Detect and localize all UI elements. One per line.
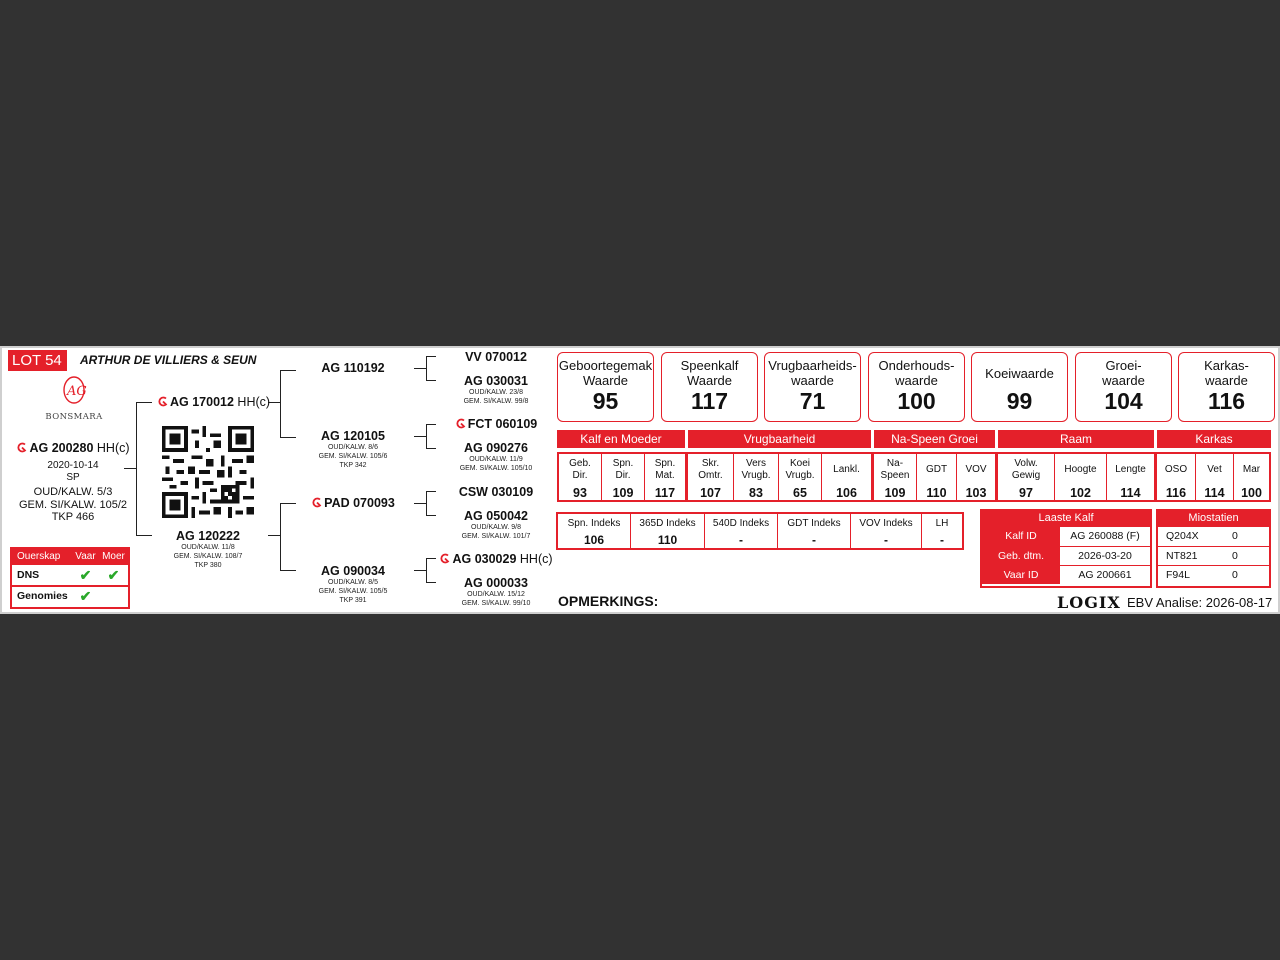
animal-suffix: HH(c)	[96, 441, 130, 455]
svg-text:AG: AG	[67, 384, 87, 399]
ownership-header: Ouerskap	[17, 551, 61, 562]
animal-block	[6, 441, 140, 524]
dam-sire-id: PAD 070093	[324, 496, 395, 510]
ebv-label: Lengte	[1115, 464, 1146, 475]
ebv-value: 110	[926, 486, 947, 500]
animal-calvings: OUD/KALW. 5/3	[33, 486, 113, 498]
ebv-label: Spn.	[654, 458, 676, 469]
ebv-calf-dam	[557, 452, 687, 502]
ebv-label: VOV	[965, 464, 987, 475]
ebv-value: 109	[612, 486, 634, 500]
last-calf-table	[980, 509, 1152, 590]
logo-text: BONSMARA	[45, 412, 103, 422]
ownership-table	[10, 547, 130, 609]
ebv-label: Hoogte	[1064, 464, 1097, 475]
dam-line2: GEM. SI/KALW. 108/7	[173, 553, 243, 560]
sd-dam-line2: GEM. SI/KALW. 105/10	[459, 465, 533, 472]
vaar-header: Vaar	[75, 551, 96, 562]
dd-dam-line1: OUD/KALW. 15/12	[467, 591, 525, 598]
group-calf-dam: Kalf en Moeder	[557, 430, 685, 448]
dam-line3: TKP 380	[194, 562, 222, 569]
dam-dam-line2: GEM. SI/KALW. 105/5	[318, 588, 388, 595]
last-calf-title: Laaste Kalf	[980, 509, 1152, 527]
ebv-label: Vrugb.	[785, 470, 815, 481]
ebv-analysis-date: EBV Analise: 2026-08-17	[1127, 595, 1273, 610]
value-number: 99	[1006, 388, 1033, 414]
index-value: -	[884, 533, 888, 547]
dna-label: DNS	[17, 569, 40, 581]
group-post-weaning: Na-Speen Groei	[874, 430, 995, 448]
dam-sire	[294, 496, 412, 510]
value-label: waarde	[895, 373, 938, 388]
value-box-calving-ease	[557, 352, 654, 422]
dd-sire-id: AG 030029	[452, 552, 517, 566]
myostatin-marker: F94L	[1166, 569, 1190, 581]
ds-dam	[438, 509, 554, 541]
ebv-value: 114	[1204, 486, 1225, 500]
index-label: VOV Indeks	[859, 518, 913, 529]
myostatin-value: 0	[1232, 550, 1238, 562]
dam-dam-line3: TKP 391	[339, 597, 367, 604]
sire-dam-line2: GEM. SI/KALW. 105/6	[318, 453, 388, 460]
dd-sire	[438, 552, 554, 566]
ebv-label: Dir.	[572, 470, 588, 481]
index-label: GDT Indeks	[787, 518, 841, 529]
sd-sire-id: FCT 060109	[467, 417, 538, 431]
ebv-label: Skr.	[701, 458, 720, 469]
value-box-fertility	[764, 352, 861, 422]
value-label: waarde	[1102, 373, 1145, 388]
ebv-value: 83	[749, 486, 763, 500]
ss-dam-line2: GEM. SI/KALW. 99/8	[463, 398, 529, 405]
ebv-value: 100	[1241, 486, 1262, 500]
group-carcass: Karkas	[1157, 430, 1271, 448]
red-mark-icon	[16, 442, 27, 453]
ebv-label: Geb.	[569, 458, 591, 469]
ss-dam-line1: OUD/KALW. 23/8	[469, 389, 523, 396]
ebv-value: 93	[573, 486, 587, 500]
calf-id-value: AG 260088 (F)	[1070, 530, 1140, 542]
check-icon: ✔	[107, 566, 120, 583]
ebv-label: OSO	[1164, 464, 1188, 475]
myostatin-value: 0	[1232, 569, 1238, 581]
sire-sire: AG 110192	[321, 361, 385, 375]
ebv-label: Dir.	[615, 470, 631, 481]
animal-gem: GEM. SI/KALW. 105/2	[18, 498, 127, 511]
sd-dam-line1: OUD/KALW. 11/9	[469, 456, 523, 463]
value-label: Geboortegemak	[558, 358, 653, 373]
sire-id-value: AG 200661	[1078, 569, 1132, 581]
sire-dam-line3: TKP 342	[339, 462, 367, 469]
ss-dam	[438, 374, 554, 406]
ebv-value: 116	[1165, 486, 1187, 500]
remarks-label: OPMERKINGS:	[558, 593, 659, 609]
sd-dam	[438, 441, 554, 473]
myostatin-marker: Q204X	[1166, 530, 1199, 542]
dd-dam-id: AG 000033	[464, 576, 528, 590]
ebv-carcass	[1155, 452, 1271, 502]
ds-sire: CSW 030109	[458, 485, 534, 499]
calf-id-label: Kalf ID	[982, 527, 1060, 546]
value-box-growth	[1075, 352, 1172, 422]
sire-dam-line1: OUD/KALW. 8/6	[327, 444, 379, 451]
ebv-value: 109	[884, 486, 906, 500]
sire-dam-id: AG 120105	[321, 429, 385, 443]
ebv-post-weaning	[872, 452, 997, 502]
bonsmara-logo	[42, 366, 106, 422]
ss-sire: VV 070012	[465, 350, 527, 364]
sd-dam-id: AG 090276	[464, 441, 528, 455]
birth-date-label: Geb. dtm.	[982, 547, 1060, 565]
ss-dam-id: AG 030031	[464, 374, 528, 388]
value-number: 117	[690, 388, 729, 414]
value-label: Vrugbaarheids-	[768, 358, 857, 373]
check-icon: ✔	[79, 566, 92, 583]
value-number: 104	[1104, 388, 1143, 414]
animal-sp: SP	[66, 472, 80, 483]
ebv-label: Volw.	[1014, 458, 1038, 469]
sire-suffix: HH(c)	[237, 395, 271, 409]
index-table	[556, 512, 964, 550]
birth-date-value: 2026-03-20	[1078, 550, 1132, 562]
ebv-label: Vrugb.	[741, 470, 771, 481]
ebv-label: Omtr.	[698, 470, 723, 481]
ds-dam-line2: GEM. SI/KALW. 101/7	[461, 533, 531, 540]
ebv-value: 114	[1120, 486, 1141, 500]
moer-header: Moer	[102, 551, 125, 562]
dd-dam	[438, 576, 554, 608]
value-number: 71	[799, 388, 826, 414]
lot-card	[0, 346, 1280, 614]
value-box-cow	[971, 352, 1068, 422]
index-label: 540D Indeks	[712, 518, 770, 529]
value-label: Groei-	[1105, 358, 1142, 373]
myostatin-marker: NT821	[1166, 550, 1198, 562]
ds-dam-id: AG 050042	[464, 509, 528, 523]
dd-dam-line2: GEM. SI/KALW. 99/10	[461, 600, 531, 607]
value-box-weaner-calf	[661, 352, 758, 422]
value-number: 100	[897, 388, 936, 414]
red-mark-icon	[157, 396, 168, 407]
ebv-label: Mat.	[655, 470, 675, 481]
ebv-label: Vers	[745, 458, 766, 469]
logix-logo: LOGIX	[1057, 593, 1121, 612]
group-fertility: Vrugbaarheid	[688, 430, 871, 448]
ebv-value: 65	[793, 486, 807, 500]
value-label: Koeiwaarde	[985, 366, 1054, 381]
animal-tkp: TKP 466	[51, 511, 95, 523]
dam-dam-line1: OUD/KALW. 8/5	[327, 579, 379, 586]
ebv-value: 97	[1019, 486, 1033, 500]
dd-sire-suffix: HH(c)	[519, 552, 553, 566]
value-box-carcass	[1178, 352, 1275, 422]
value-label: Waarde	[686, 373, 733, 388]
breeder-name: ARTHUR DE VILLIERS & SEUN	[80, 353, 257, 367]
dam	[148, 529, 268, 570]
ebv-value: 103	[965, 486, 987, 500]
ebv-label: Vet	[1207, 464, 1222, 475]
lot-number: LOT 54	[8, 350, 67, 371]
value-label: waarde	[791, 373, 834, 388]
sd-sire	[438, 417, 554, 431]
index-value: -	[940, 533, 944, 547]
dam-id: AG 120222	[176, 529, 240, 543]
sire-dam	[294, 429, 412, 470]
genomics-row	[12, 585, 128, 605]
red-mark-icon	[311, 497, 322, 508]
sire-id-label: Vaar ID	[982, 566, 1060, 584]
ebv-label: Spn.	[612, 458, 634, 469]
ds-dam-line1: OUD/KALW. 9/8	[470, 524, 522, 531]
ebv-fertility	[686, 452, 873, 502]
ebv-label: Na-	[886, 458, 904, 469]
animal-id: AG 200280	[29, 441, 94, 455]
ebv-value: 106	[836, 486, 857, 500]
ebv-label: Speen	[880, 470, 910, 481]
dna-row	[12, 565, 128, 585]
value-label: Onderhouds-	[878, 358, 955, 373]
ebv-value: 107	[700, 486, 721, 500]
ebv-label: Mar	[1242, 464, 1261, 475]
red-mark-icon	[439, 553, 450, 564]
ebv-label: Gewig	[1011, 470, 1041, 481]
index-value: -	[812, 533, 816, 547]
ebv-frame	[996, 452, 1156, 502]
index-value: 106	[583, 533, 605, 547]
ebv-label: Lankl.	[833, 464, 860, 475]
index-label: 365D Indeks	[639, 518, 696, 529]
dam-dam-id: AG 090034	[321, 564, 385, 578]
index-value: 110	[657, 533, 678, 547]
value-number: 116	[1207, 388, 1246, 414]
red-mark-icon	[455, 418, 466, 429]
sire-id: AG 170012	[170, 395, 234, 409]
value-number: 95	[592, 388, 619, 414]
ebv-label: GDT	[925, 464, 948, 475]
check-icon: ✔	[79, 587, 92, 604]
value-label: waarde	[1205, 373, 1248, 388]
group-frame: Raam	[998, 430, 1154, 448]
myostatin-title: Miostatien	[1156, 509, 1271, 527]
genomics-label: Genomies	[17, 590, 68, 602]
value-label: Karkas-	[1204, 358, 1249, 373]
qr-code[interactable]	[162, 426, 254, 518]
myostatin-value: 0	[1232, 530, 1238, 542]
value-box-maintenance	[868, 352, 965, 422]
sire	[157, 395, 270, 409]
value-label: Speenkalf	[680, 358, 739, 373]
value-label: Waarde	[582, 373, 629, 388]
index-label: LH	[935, 518, 949, 529]
dam-line1: OUD/KALW. 11/8	[181, 544, 235, 551]
animal-date: 2020-10-14	[47, 460, 99, 471]
index-label: Spn. Indeks	[567, 518, 621, 529]
myostatin-table	[1156, 509, 1271, 590]
ebv-label: Koei	[789, 458, 810, 469]
ebv-value: 102	[1070, 486, 1091, 500]
ebv-value: 117	[654, 486, 676, 500]
dam-dam	[294, 564, 412, 605]
index-value: -	[739, 533, 743, 547]
